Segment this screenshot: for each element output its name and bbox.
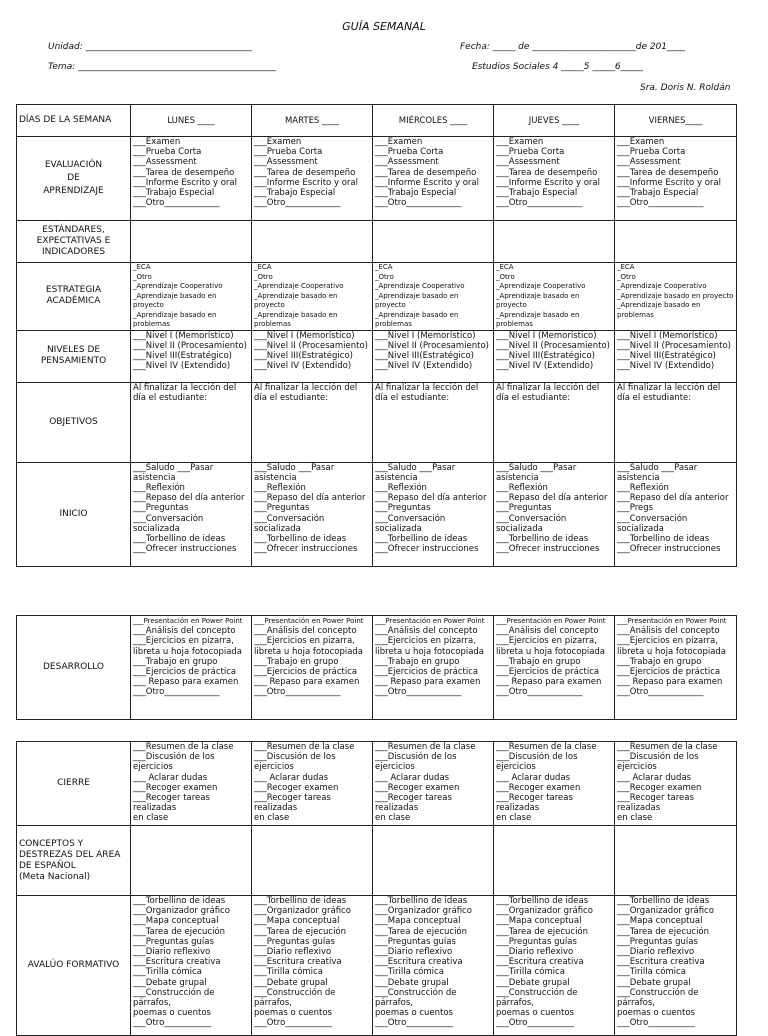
niveles-miercoles: ___Nivel I (Memorístico) ___Nivel II (Procesamiento) ___Nivel III(Estratégico) ___Nivel IV (Extendido) (373, 330, 494, 382)
objetivos-martes: Al finalizar la lección del día el estudiante: (252, 382, 373, 462)
col-header-martes: MARTES ____ (252, 105, 373, 137)
estrategia-jueves: _ECA _Otro _Aprendizaje Cooperativo _Aprendizaje basado en proyecto _Aprendizaje basado en problemas (494, 263, 615, 331)
row-label-objetivos: OBJETIVOS (17, 382, 131, 462)
objetivos-lunes: Al finalizar la lección del día el estudiante: (131, 382, 252, 462)
col-header-viernes: VIERNES____ (615, 105, 737, 137)
teacher-name: Sra. Doris N. Roldán (640, 83, 731, 93)
avaluo-miercoles: ___Torbellino de ideas ___Organizador gráfico ___Mapa conceptual ___Tarea de ejecución ___Preguntas guías ___Diario reflexivo ___Escritura creativa ___Tirilla cómica ___Debate grupal ___Construcción de párrafos, poemas o cuentos ___Otro___________ (373, 896, 494, 1036)
evaluacion-miercoles: ___Examen ___Prueba Corta ___Assessment ___Tarea de desempeño ___Informe Escrito y oral ___Trabajo Especial ___Otro_____________ (373, 137, 494, 221)
ppt-option: ___Presentación en Power Point (375, 617, 485, 625)
row-label-cierre: CIERRE (17, 742, 131, 826)
ppt-option: ___Presentación en Power Point (133, 617, 243, 625)
desarrollo-options: ___Análisis del concepto ___Ejercicios en pizarra, libreta u hoja fotocopiada ___Trabajo en grupo ___Ejercicios de práctica ___ Repaso para examen ___Otro_____________ (496, 626, 606, 698)
estrategia-viernes: _ECA _Otro _Aprendizaje Cooperativo _Aprendizaje basado en proyecto _Aprendizaje basado en problemas (615, 263, 737, 331)
conceptos-lunes (131, 826, 252, 896)
evaluacion-lunes: ___Examen ___Prueba Corta ___Assessment ___Tarea de desempeño ___Informe Escrito y oral ___Trabajo Especial ___Otro_____________ (131, 137, 252, 221)
inicio-miercoles: ___Saludo ___Pasar asistencia ___Reflexión ___Repaso del día anterior ___Preguntas ___Conversación socializada ___Torbellino de ideas ___Ofrecer instrucciones (373, 462, 494, 566)
row-label-avaluo: AVALÚO FORMATIVO (17, 896, 131, 1036)
estrategia-miercoles: _ECA _Otro _Aprendizaje Cooperativo _Aprendizaje basado en proyecto _Aprendizaje basado en problemas (373, 263, 494, 331)
objetivos-viernes: Al finalizar la lección del día el estudiante: (615, 382, 737, 462)
tema-field: Tema: ____________________________________________ (48, 62, 277, 72)
row-label-inicio: INICIO (17, 462, 131, 566)
desarrollo-jueves (494, 616, 615, 720)
row-label-evaluacion: EVALUACIÓN DE APRENDIZAJE (17, 137, 131, 221)
inicio-lunes: ___Saludo ___Pasar asistencia ___Reflexión ___Repaso del día anterior ___Preguntas ___Conversación socializada ___Torbellino de ideas ___Ofrecer instrucciones (131, 462, 252, 566)
conceptos-viernes (615, 826, 737, 896)
conceptos-miercoles (373, 826, 494, 896)
estandares-jueves (494, 221, 615, 263)
page-title: GUÍA SEMANAL (342, 20, 426, 33)
ppt-option: ___Presentación en Power Point (617, 617, 727, 625)
niveles-martes: ___Nivel I (Memorístico) ___Nivel II (Procesamiento) ___Nivel III(Estratégico) ___Nivel IV (Extendido) (252, 330, 373, 382)
evaluacion-jueves: ___Examen ___Prueba Corta ___Assessment ___Tarea de desempeño ___Informe Escrito y oral ___Trabajo Especial ___Otro_____________ (494, 137, 615, 221)
estandares-lunes (131, 221, 252, 263)
weekly-guide-table-2 (16, 615, 737, 720)
ppt-option: ___Presentación en Power Point (254, 617, 364, 625)
desarrollo-options: ___Análisis del concepto ___Ejercicios en pizarra, libreta u hoja fotocopiada ___Trabajo en grupo ___Ejercicios de práctica ___ Repaso para examen ___Otro_____________ (375, 626, 485, 698)
conceptos-jueves (494, 826, 615, 896)
desarrollo-lunes (131, 616, 252, 720)
estrategia-lunes: _ECA _Otro _Aprendizaje Cooperativo _Aprendizaje basado en proyecto _Aprendizaje basado en problemas (131, 263, 252, 331)
cierre-jueves: ___Resumen de la clase ___Discusión de los ejercicios ___ Aclarar dudas ___Recoger examen ___Recoger tareas realizadas en clase (494, 742, 615, 826)
evaluacion-viernes: ___Examen ___Prueba Corta ___Assessment ___Tarea de desempeño ___Informe Escrito y oral ___Trabajo Especial ___Otro_____________ (615, 137, 737, 221)
cierre-martes: ___Resumen de la clase ___Discusión de los ejercicios ___ Aclarar dudas ___Recoger examen ___Recoger tareas realizadas en clase (252, 742, 373, 826)
niveles-lunes: ___Nivel I (Memorístico) ___Nivel II (Procesamiento) ___Nivel III(Estratégico) ___Nivel IV (Extendido) (131, 330, 252, 382)
avaluo-jueves: ___Torbellino de ideas ___Organizador gráfico ___Mapa conceptual ___Tarea de ejecución ___Preguntas guías ___Diario reflexivo ___Escritura creativa ___Tirilla cómica ___Debate grupal ___Construcción de párrafos, poemas o cuentos ___Otro___________ (494, 896, 615, 1036)
row-label-desarrollo: DESARROLLO (17, 616, 131, 720)
desarrollo-options: ___Análisis del concepto ___Ejercicios en pizarra, libreta u hoja fotocopiada ___Trabajo en grupo ___Ejercicios de práctica ___ Repaso para examen ___Otro_____________ (617, 626, 727, 698)
desarrollo-miercoles (373, 616, 494, 720)
fecha-field: Fecha: _____ de _______________________de 201____ (460, 42, 686, 52)
unidad-field: Unidad: _____________________________________ (48, 42, 253, 52)
ppt-option: ___Presentación en Power Point (496, 617, 606, 625)
cierre-lunes: ___Resumen de la clase ___Discusión de los ejercicios ___ Aclarar dudas ___Recoger examen ___Recoger tareas realizadas en clase (131, 742, 252, 826)
col-header-miercoles: MIÉRCOLES ____ (373, 105, 494, 137)
desarrollo-options: ___Análisis del concepto ___Ejercicios en pizarra, libreta u hoja fotocopiada ___Trabajo en grupo ___Ejercicios de práctica ___ Repaso para examen ___Otro_____________ (254, 626, 364, 698)
estandares-miercoles (373, 221, 494, 263)
avaluo-lunes: ___Torbellino de ideas ___Organizador gráfico ___Mapa conceptual ___Tarea de ejecución ___Preguntas guías ___Diario reflexivo ___Escritura creativa ___Tirilla cómica ___Debate grupal ___Construcción de párrafos, poemas o cuentos ___Otro___________ (131, 896, 252, 1036)
desarrollo-options: ___Análisis del concepto ___Ejercicios en pizarra, libreta u hoja fotocopiada ___Trabajo en grupo ___Ejercicios de práctica ___ Repaso para examen ___Otro_____________ (133, 626, 243, 698)
weekly-guide-table-3 (16, 741, 737, 1036)
niveles-viernes: ___Nivel I (Memorístico) ___Nivel II (Procesamiento) ___Nivel III(Estratégico) ___Nivel IV (Extendido) (615, 330, 737, 382)
estandares-viernes (615, 221, 737, 263)
estandares-martes (252, 221, 373, 263)
cierre-viernes: ___Resumen de la clase ___Discusión de los ejercicios ___ Aclarar dudas ___Recoger examen ___Recoger tareas realizadas en clase (615, 742, 737, 826)
col-header-lunes: LUNES ____ (131, 105, 252, 137)
row-label-estrategia: ESTRATEGIA ACADÉMICA (17, 263, 131, 331)
niveles-jueves: ___Nivel I (Memorístico) ___Nivel II (Procesamiento) ___Nivel III(Estratégico) ___Nivel IV (Extendido) (494, 330, 615, 382)
weekly-guide-table-1 (16, 104, 737, 567)
estrategia-martes: _ECA _Otro _Aprendizaje Cooperativo _Aprendizaje basado en proyecto _Aprendizaje basado en problemas (252, 263, 373, 331)
inicio-viernes: ___Saludo ___Pasar asistencia ___Reflexión ___Repaso del día anterior ___Pregs ___Conversación socializada ___Torbellino de ideas ___Ofrecer instrucciones (615, 462, 737, 566)
avaluo-martes: ___Torbellino de ideas ___Organizador gráfico ___Mapa conceptual ___Tarea de ejecución ___Preguntas guías ___Diario reflexivo ___Escritura creativa ___Tirilla cómica ___Debate grupal ___Construcción de párrafos, poemas o cuentos ___Otro___________ (252, 896, 373, 1036)
evaluacion-martes: ___Examen ___Prueba Corta ___Assessment ___Tarea de desempeño ___Informe Escrito y oral ___Trabajo Especial ___Otro_____________ (252, 137, 373, 221)
row-label-niveles: NIVELES DE PENSAMIENTO (17, 330, 131, 382)
inicio-jueves: ___Saludo ___Pasar asistencia ___Reflexión ___Repaso del día anterior ___Preguntas ___Conversación socializada ___Torbellino de ideas ___Ofrecer instrucciones (494, 462, 615, 566)
row-label-estandares: ESTÁNDARES, EXPECTATIVAS E INDICADORES (17, 221, 131, 263)
conceptos-martes (252, 826, 373, 896)
col-header-dias: DÍAS DE LA SEMANA (17, 105, 131, 137)
inicio-martes: ___Saludo ___Pasar asistencia ___Reflexión ___Repaso del día anterior ___Preguntas ___Conversación socializada ___Torbellino de ideas ___Ofrecer instrucciones (252, 462, 373, 566)
row-label-conceptos: CONCEPTOS Y DESTREZAS DEL AREA DE ESPAÑOL (Meta Nacional) (17, 826, 131, 896)
desarrollo-viernes (615, 616, 737, 720)
col-header-jueves: JUEVES ____ (494, 105, 615, 137)
cierre-miercoles: ___Resumen de la clase ___Discusión de los ejercicios ___ Aclarar dudas ___Recoger examen ___Recoger tareas realizadas en clase (373, 742, 494, 826)
estudios-field: Estudios Sociales 4 _____5 _____6_____ (472, 62, 644, 72)
avaluo-viernes: ___Torbellino de ideas ___Organizador gráfico ___Mapa conceptual ___Tarea de ejecución ___Preguntas guías ___Diario reflexivo ___Escritura creativa ___Tirilla cómica ___Debate grupal ___Construcción de párrafos, poemas o cuentos ___Otro___________ (615, 896, 737, 1036)
objetivos-miercoles: Al finalizar la lección del día el estudiante: (373, 382, 494, 462)
desarrollo-martes (252, 616, 373, 720)
objetivos-jueves: Al finalizar la lección del día el estudiante: (494, 382, 615, 462)
